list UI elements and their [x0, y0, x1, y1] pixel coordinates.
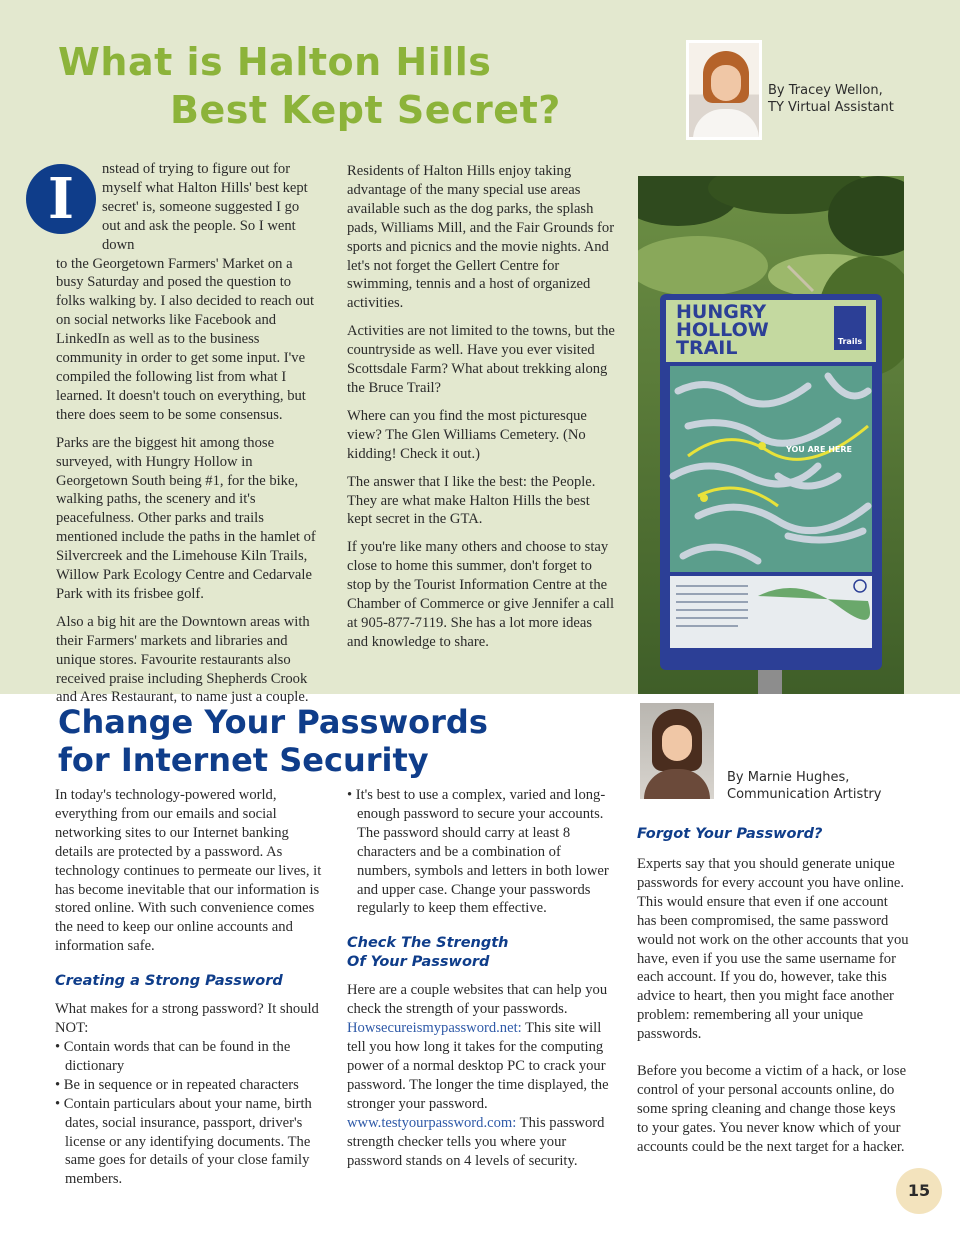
article2-title [58, 703, 488, 779]
article2-title-line2: for Internet Security [58, 741, 429, 779]
byline-marnie [727, 769, 881, 803]
intro-text: nstead of trying to figure out for myself what Halton Hills' best kept secret' is, someone suggested I go out and ask the people. So I went down [102, 161, 308, 253]
hungry-hollow-trail-photo [638, 176, 904, 694]
article-title-line2: Best Kept Secret? [170, 88, 561, 132]
article-title-line1: What is Halton Hills [58, 40, 492, 84]
paragraph: The answer that I like the best: the People. They are what make Halton Hills the best kept secret in the GTA. [347, 473, 596, 528]
link-testyourpassword[interactable]: www.testyourpassword.com: [347, 1114, 517, 1131]
paragraph: Experts say that you should generate unique passwords for every account you have online. This would ensure that even if one account has been compromised, the same password would not work on the other accounts that you have, even if you use the same username for each account. If you do, however, take this advice to heart, then you might face another problem: remembering all your unique passwords. [637, 856, 909, 1043]
byline-tracey [768, 82, 894, 116]
sign-line3: TRAIL [676, 337, 738, 359]
bullet-item: • Be in sequence or in repeated characters [55, 1076, 299, 1093]
byline-name: By Marnie Hughes, [727, 770, 850, 785]
you-are-here-label: YOU ARE HERE [786, 445, 852, 454]
article2-column3 [637, 855, 909, 1166]
subheading-creating: Creating a Strong Password [55, 973, 283, 990]
bullet-item: • Contain particulars about your name, birth dates, social insurance, passport, driver's license or any identifying documents. The same goes for details of your close family members. [55, 1095, 312, 1188]
paragraph: Where can you find the most picturesque view? The Glen Williams Cemetery. (No kidding! Check it out.) [347, 407, 587, 462]
paragraph: If you're like many others and choose to stay close to home this summer, don't forget to stop by the Tourist Information Centre at the Chamber of Commerce or give Jennifer a call at 905-877-7119. She has a lot more ideas and knowledge to share. [347, 539, 615, 650]
paragraph: Here are a couple websites that can help you check the strength of your passwords. Howsecureismypassword.net: This site will tell you how long it takes for the computing power of a normal desktop PC to crack your password. The longer the time displayed, the stronger your password. www.testyourpassword.com: This password strength checker tells you where your password stands on 4 levels of security. [347, 982, 609, 1169]
byline-name: By Tracey Wellon, [768, 83, 883, 98]
subheading-forgot: Forgot Your Password? [637, 826, 823, 842]
bullet-item: • Contain words that can be found in the dictionary [55, 1038, 291, 1074]
drop-cap: I [26, 164, 96, 234]
sign-logo: Trails [837, 337, 863, 346]
subheading-check-strength: Check The Strength Of Your Password [347, 935, 509, 971]
intro-text-rest: to the Georgetown Farmers' Market on a busy Saturday and posed the question to folks walking by. I also decided to reach out on social networks like Facebook and LinkedIn as well as to the business community in order to get some input. I've compiled the following list from what I learned. It doesn't touch on everything, but there does seem to be some consensus. [56, 255, 315, 423]
article2-column2 [347, 786, 615, 1179]
article2-column1 [55, 786, 323, 1189]
paragraph: What makes for a strong password? It should NOT: [55, 1001, 319, 1037]
sign-line2: HOLLOW [676, 319, 769, 341]
paragraph: Residents of Halton Hills enjoy taking advantage of the many special use areas available such as the dog parks, the splash pads, Williams Mill, and the Fair Grounds for sports and picnics and the movie nights. And let's not forget the Gellert Centre for swimming, tennis and a host of organized activities. [347, 163, 615, 312]
page-number: 15 [896, 1168, 942, 1214]
article1-column2 [347, 162, 615, 661]
paragraph: In today's technology-powered world, everything from our emails and social networking sites to our Internet banking details are protected by a password. As technology continues to permeate our lives, it has become inevitable that our information is stored online. With such convenience comes the need to keep our online accounts and information safe. [55, 787, 322, 955]
link-howsecureismypassword[interactable]: Howsecureismypassword.net: [347, 1020, 522, 1037]
byline-role: Communication Artistry [727, 787, 882, 802]
byline-role: TY Virtual Assistant [768, 100, 894, 115]
author-photo-tracey [686, 40, 762, 140]
paragraph: Activities are not limited to the towns, but the countryside as well. Have you ever visited Scottsdale Farm? What about trekking along the Bruce Trail? [347, 323, 615, 396]
sign-line1: HUNGRY [676, 301, 767, 323]
article1-column1 [56, 160, 318, 716]
author-photo-marnie [640, 703, 714, 799]
bullet-item: • It's best to use a complex, varied and long-enough password to secure your accounts. The password should carry at least 8 characters and be a combination of numbers, symbols and letters in both lower and upper case. Change your passwords regularly to keep them effective. [347, 787, 609, 917]
paragraph: Parks are the biggest hit among those surveyed, with Hungry Hollow in Georgetown South being #1, for the bike, walking paths, the scenery and it's peacefulness. Other parks and trails mentioned include the paths in the hamlet of Silvercreek and the Limehouse Kiln Trails, Willow Park Ecology Centre and Cedarvale Park with its frisbee golf. [56, 434, 316, 602]
paragraph: Before you become a victim of a hack, or lose control of your personal accounts online, do some spring cleaning and change those keys to your gates. You never know which of your accounts could be the next target for a hacker. [637, 1063, 907, 1155]
paragraph [56, 160, 318, 425]
paragraph: Also a big hit are the Downtown areas with their Farmers' markets and libraries and unique stores. Favourite restaurants also received praise including Shepherds Crook and Ares Restaurant, to name just a couple. [56, 613, 310, 706]
article2-title-line1: Change Your Passwords [58, 703, 488, 741]
